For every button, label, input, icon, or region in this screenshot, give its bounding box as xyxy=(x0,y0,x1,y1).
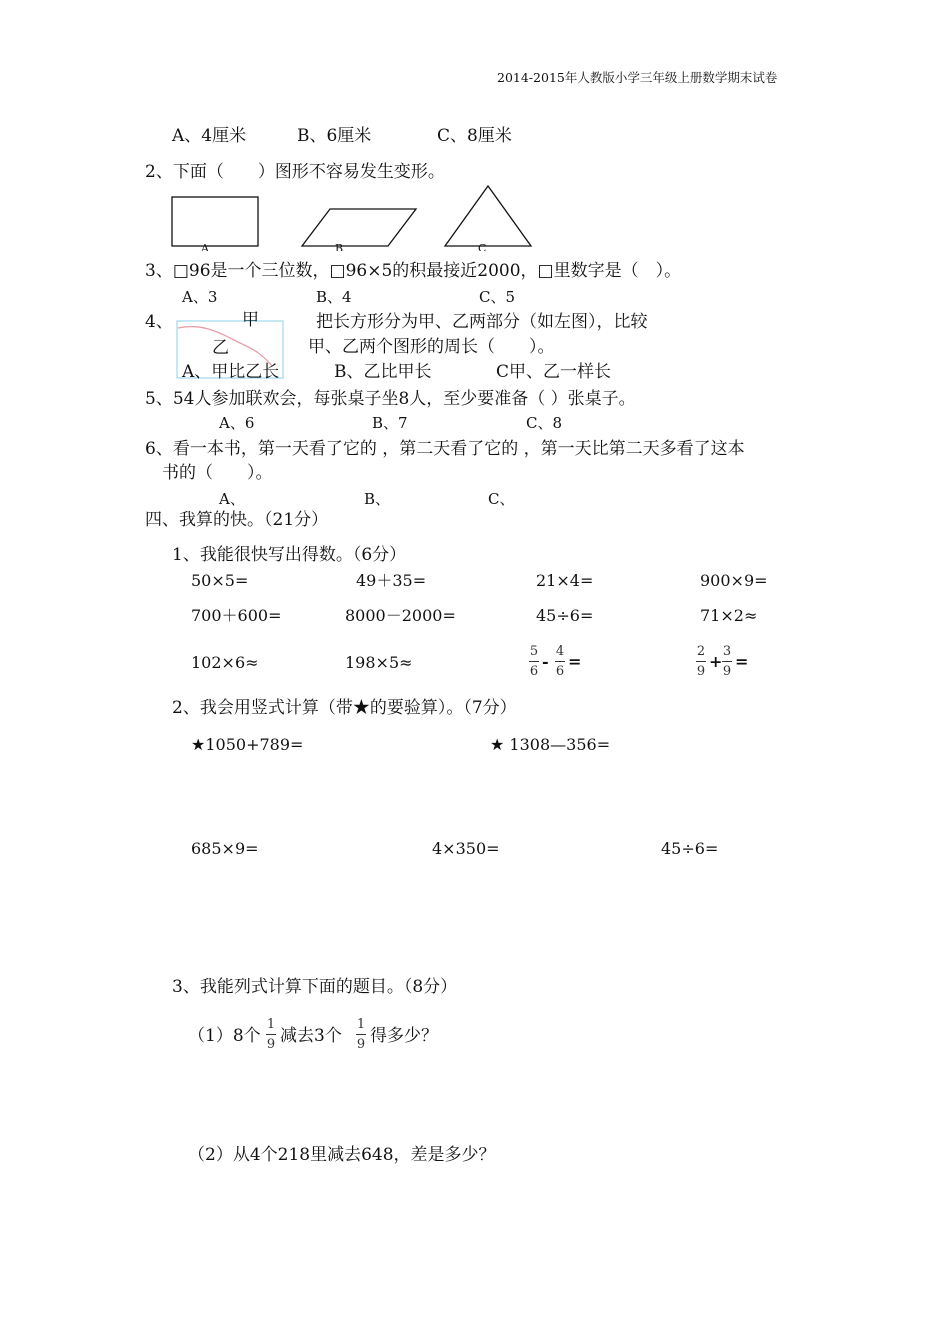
vertical-calc-3: 45÷6= xyxy=(661,839,719,858)
fraction-bar xyxy=(722,661,732,662)
q5-option-b: B、7 xyxy=(372,414,408,432)
section-four-title: 四、我算的快。（21分） xyxy=(145,510,329,530)
calc-item: 45÷6= xyxy=(536,606,594,625)
vertical-calc-1: 685×9= xyxy=(191,839,259,858)
fraction-bar xyxy=(266,1034,276,1035)
q3-option-a: A、3 xyxy=(182,288,218,306)
part1-title: 1、我能很快写出得数。（6分） xyxy=(172,545,407,565)
fraction-bar xyxy=(696,661,706,662)
label-yi: 乙 xyxy=(212,338,229,358)
calc-item: 198×5≈ xyxy=(345,653,413,672)
page-header: 2014-2015年人教版小学三年级上册数学期末试卷 xyxy=(497,70,778,85)
calc-item: 21×4= xyxy=(536,571,594,590)
word-problem-1-c: 得多少？ xyxy=(370,1026,438,1046)
shape-label-b: B xyxy=(335,243,344,251)
word-problem-1-a: （1）8个 xyxy=(188,1026,261,1046)
q6-option-b: B、 xyxy=(364,490,391,508)
denominator: 6 xyxy=(529,664,539,679)
numerator: 2 xyxy=(696,644,706,659)
q6-text-line1: 6、看一本书，第一天看了它的 ，第二天看了它的 ，第一天比第二天多看了这本 xyxy=(145,439,745,459)
vertical-calc-2: 4×350= xyxy=(432,839,500,858)
q6-text-line2: 书的（ ）。 xyxy=(162,463,273,483)
calc-item: 8000－2000= xyxy=(345,606,456,625)
calc-item: 102×6≈ xyxy=(191,653,259,672)
minus-sign: - xyxy=(542,652,549,671)
calc-item: 700＋600= xyxy=(191,606,282,625)
q4-option-a: A、甲比乙长 xyxy=(182,362,280,382)
q3-option-c: C、5 xyxy=(479,288,516,306)
fraction-one-ninth xyxy=(356,1018,366,1051)
q6-option-c: C、 xyxy=(488,490,515,508)
word-problem-1-b: 减去3个 xyxy=(280,1026,342,1046)
fraction-bar xyxy=(529,661,539,662)
shape-label-c: C xyxy=(478,243,487,251)
q6-option-a: A、 xyxy=(219,490,245,508)
q3-option-b: B、4 xyxy=(316,288,352,306)
q4-number: 4、 xyxy=(145,312,173,332)
q4-option-b: B、乙比甲长 xyxy=(334,362,432,382)
equals-sign: = xyxy=(735,652,749,671)
numerator: 1 xyxy=(266,1017,276,1032)
q1-option-a: A、4厘米 xyxy=(172,126,247,146)
calc-item: 49＋35= xyxy=(356,571,427,590)
numerator: 4 xyxy=(555,644,565,659)
fraction-two-ninths xyxy=(696,645,706,678)
numerator: 1 xyxy=(356,1017,366,1032)
denominator: 9 xyxy=(696,664,706,679)
q2-text: 2、下面（ ）图形不容易发生变形。 xyxy=(145,162,445,182)
q4-text-line1: 把长方形分为甲、乙两部分（如左图），比较 xyxy=(316,312,648,332)
star-problem-1: ★1050+789= xyxy=(191,735,304,754)
shape-label-a: A xyxy=(201,243,209,251)
q5-option-a: A、6 xyxy=(219,414,255,432)
calc-item: 71×2≈ xyxy=(700,606,758,625)
part2-title: 2、我会用竖式计算（带★的要验算）。（7分） xyxy=(172,698,517,718)
star-problem-2: ★ 1308—356= xyxy=(490,735,611,754)
word-problem-2: （2）从4个218里减去648，差是多少？ xyxy=(188,1145,496,1165)
fraction-bar xyxy=(555,661,565,662)
fraction-bar xyxy=(356,1034,366,1035)
plus-sign: + xyxy=(709,652,723,671)
q4-option-c: C甲、乙一样长 xyxy=(496,362,612,382)
q1-option-c: C、8厘米 xyxy=(437,126,512,146)
numerator: 3 xyxy=(722,644,732,659)
fraction-four-sixths xyxy=(555,645,565,678)
calc-item: 900×9= xyxy=(700,571,768,590)
numerator: 5 xyxy=(529,644,539,659)
denominator: 6 xyxy=(555,664,565,679)
q1-option-b: B、6厘米 xyxy=(297,126,372,146)
fraction-three-ninths xyxy=(722,645,732,678)
q4-text-line2: 甲、乙两个图形的周长（ ）。 xyxy=(308,337,555,357)
denominator: 9 xyxy=(722,664,732,679)
label-jia: 甲 xyxy=(242,310,259,330)
q5-text: 5、54人参加联欢会，每张桌子坐8人，至少要准备（ ）张桌子。 xyxy=(145,389,636,409)
q3-text: 3、□96是一个三位数，□96×5的积最接近2000，□里数字是（ ）。 xyxy=(145,261,682,281)
calc-item: 50×5= xyxy=(191,571,249,590)
denominator: 9 xyxy=(356,1037,366,1052)
denominator: 9 xyxy=(266,1037,276,1052)
fraction-one-ninth xyxy=(266,1018,276,1051)
q5-option-c: C、8 xyxy=(526,414,563,432)
part3-title: 3、我能列式计算下面的题目。（8分） xyxy=(172,977,458,997)
equals-sign: = xyxy=(568,652,582,671)
fraction-five-sixths xyxy=(529,645,539,678)
